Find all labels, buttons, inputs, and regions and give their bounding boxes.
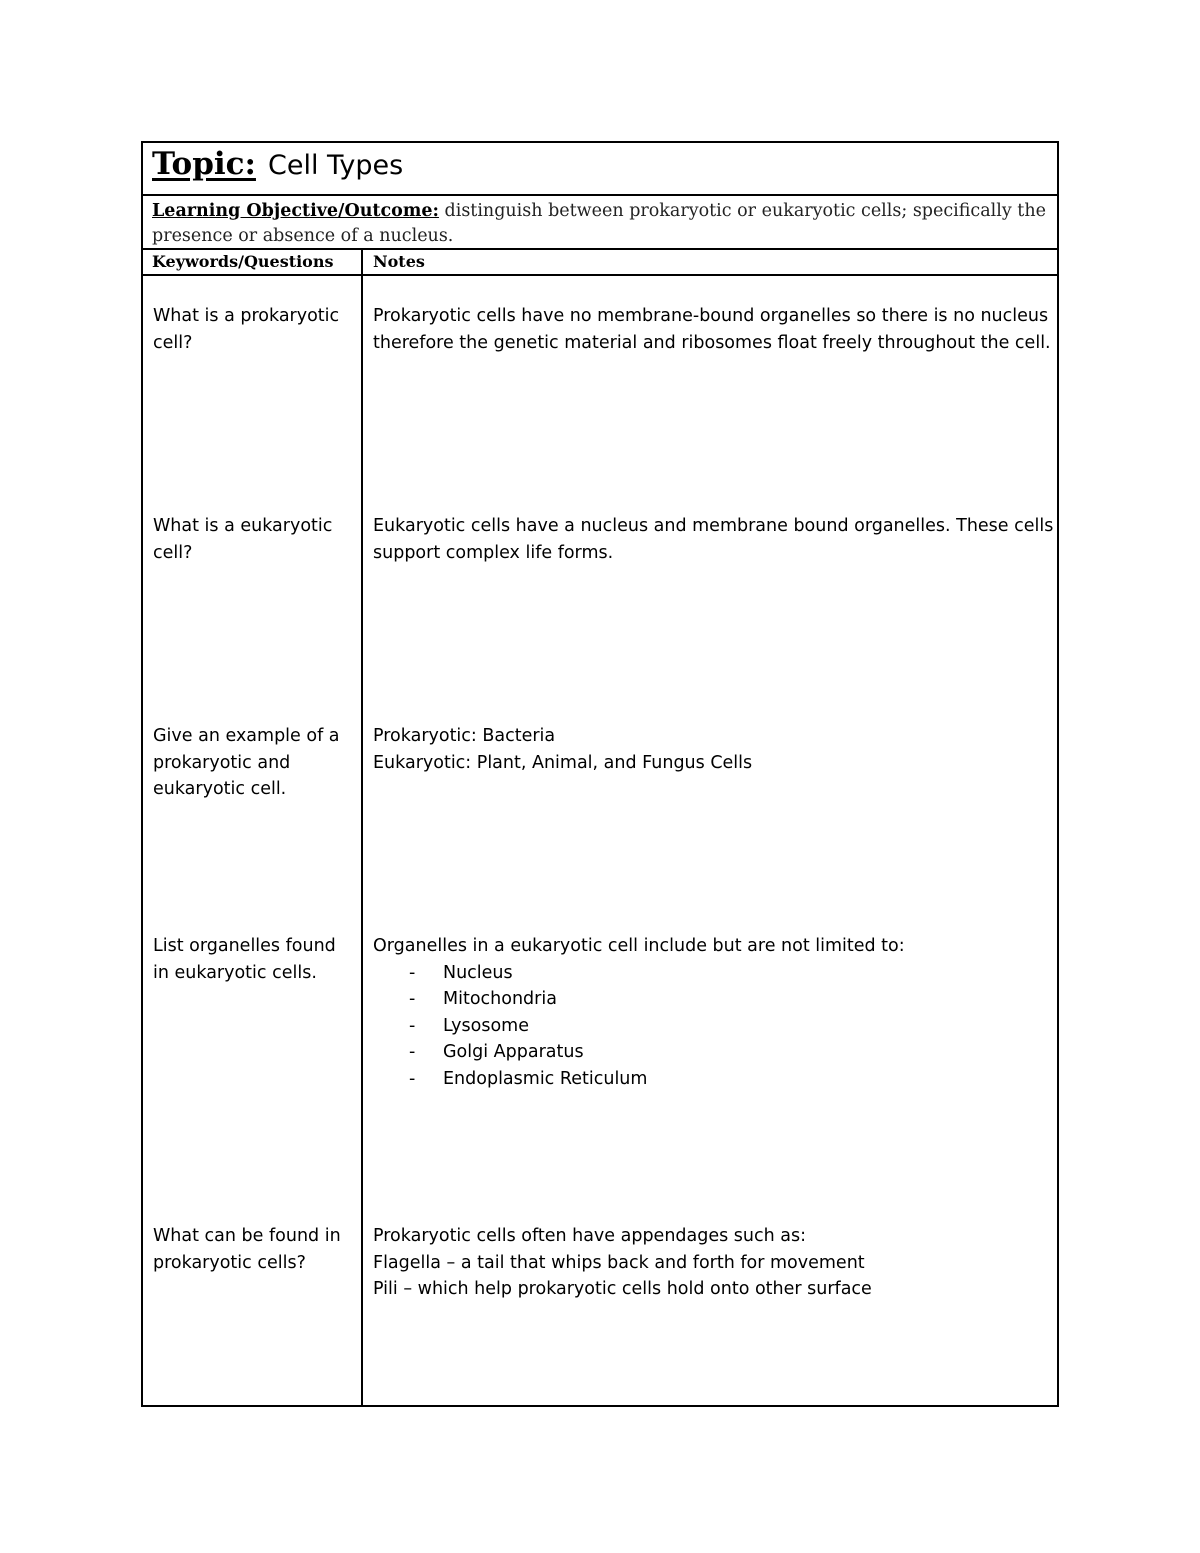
bullet-dash: - [409,962,416,983]
list-item [373,986,1055,1013]
question-cell-examples: Give an example of a prokaryotic and eukaryotic cell. [153,726,340,799]
list-item-text: Golgi Apparatus [443,1042,584,1062]
list-item-text: Lysosome [443,1015,529,1036]
list-item [373,960,1055,987]
organelle-list [373,960,1055,1093]
list-item [373,1039,1055,1066]
topic-value: Cell Types [268,150,404,181]
notes-cell-examples [373,723,1055,776]
notes-line: Flagella – a tail that whips back and forth for movement [373,1252,865,1273]
list-item-text: Mitochondria [443,989,557,1009]
notes-line: Prokaryotic: Bacteria [373,726,556,746]
question-eukaryotic-organelles: List organelles found in eukaryotic cells. [153,936,336,983]
list-item [373,1066,1055,1093]
notes-prokaryotic-cell [373,303,1055,356]
list-item-text: Endoplasmic Reticulum [443,1068,648,1089]
notes-text: Prokaryotic cells have no membrane-bound organelles so there is no nucleus therefore the genetic material and ribosomes float freely throughout the cell. [373,306,1051,353]
question-prokaryotic-cell: What is a prokaryotic cell? [153,306,340,353]
bullet-dash: - [409,989,416,1009]
notes-text: Eukaryotic cells have a nucleus and membrane bound organelles. These cells support complex life forms. [373,516,1054,563]
learning-objective-text: distinguish between prokaryotic or eukaryotic cells; specifically the presence or absence of a nucleus. [152,201,1046,246]
notes-line: Pili – which help prokaryotic cells hold onto other surface [373,1279,872,1299]
question-eukaryotic-cell: What is a eukaryotic cell? [153,516,333,563]
learning-objective-label: Learning Objective/Outcome: [152,201,439,221]
learning-objective-row [143,196,1057,250]
question-prokaryotic-contents: What can be found in prokaryotic cells? [153,1226,341,1273]
topic-row [143,143,1057,196]
column-divider [361,250,363,1405]
column-header-row [143,250,1057,276]
list-item [373,1013,1055,1040]
notes-eukaryotic-organelles [373,933,1055,1092]
notes-line: Prokaryotic cells often have appendages such as: [373,1226,807,1246]
notes-prokaryotic-contents [373,1223,1055,1303]
topic-label: Topic: [152,146,256,182]
cornell-notes-sheet [141,141,1059,1407]
bullet-dash: - [409,1015,416,1036]
keywords-questions-header: Keywords/Questions [152,252,334,271]
list-item-text: Nucleus [443,962,513,983]
bullet-dash: - [409,1068,416,1089]
bullet-dash: - [409,1042,416,1062]
notes-intro: Organelles in a eukaryotic cell include but are not limited to: [373,936,905,956]
notes-line: Eukaryotic: Plant, Animal, and Fungus Cells [373,752,753,773]
notes-eukaryotic-cell [373,513,1055,566]
notes-header: Notes [373,252,425,271]
